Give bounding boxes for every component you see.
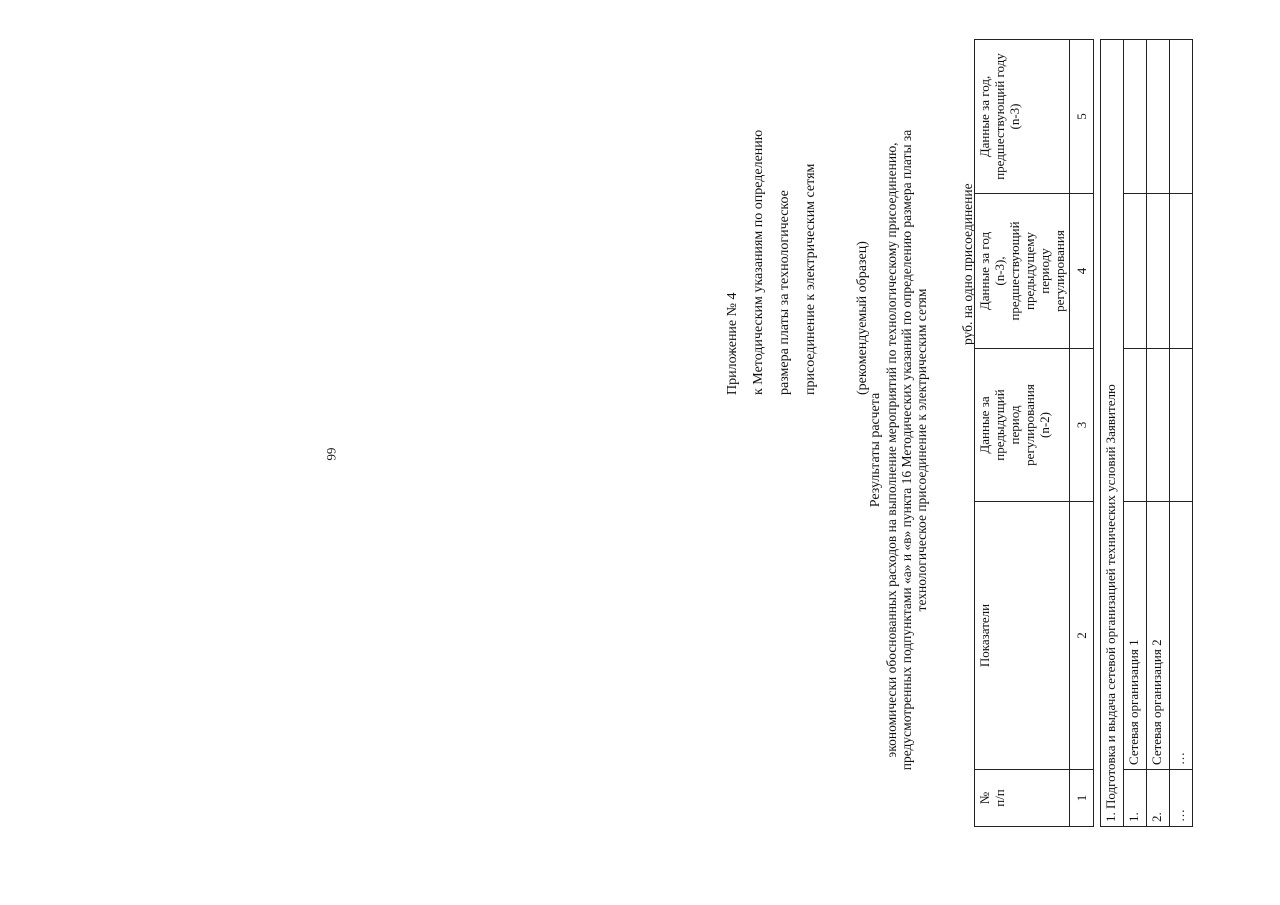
column-header: Данные за год (n-3), предшествующий предыдущему периоду регулирования (975, 194, 1070, 349)
heading-line: предусмотренных подпунктами «а» и «в» пункта 16 Методических указаний по определению размера платы за (899, 129, 914, 771)
table-row (1147, 40, 1170, 827)
column-number: 3 (1070, 349, 1094, 502)
row-number: 2. (1147, 770, 1170, 827)
appendix-block (720, 130, 876, 395)
column-header: Показатели (975, 502, 1070, 770)
column-header: № п/п (975, 770, 1070, 827)
table-header-row (975, 40, 1070, 827)
data-cell (1124, 40, 1147, 194)
data-cell (1170, 40, 1193, 194)
table-row (1124, 40, 1147, 827)
row-name: Сетевая организация 2 (1147, 502, 1170, 770)
column-number: 4 (1070, 194, 1094, 349)
data-cell (1170, 194, 1193, 349)
column-number: 2 (1070, 502, 1094, 770)
column-header: Данные за год, предшествующий году (n-3) (975, 40, 1070, 194)
column-number: 1 (1070, 770, 1094, 827)
rotated-page-content (640, 0, 1280, 905)
heading-line: технологическое присоединение к электрическим сетям (914, 288, 929, 612)
column-number-row (1070, 40, 1094, 827)
appendix-note: (рекомендуемый образец) (855, 241, 870, 395)
row-number: 1. (1124, 770, 1147, 827)
section-title: 1. Подготовка и выдача сетевой организацией технических условий Заявителю (1101, 40, 1124, 827)
data-cell (1124, 194, 1147, 349)
column-header: Данные за предыдущий период регулирования (n-2) (975, 349, 1070, 502)
data-cell (1147, 194, 1170, 349)
appendix-line: присоединение к электрическим сетям (803, 163, 818, 395)
row-name: … (1170, 502, 1193, 770)
page-number: 66 (324, 447, 339, 461)
unit-note: руб. на одно присоединение (960, 183, 975, 345)
table-row (1170, 40, 1193, 827)
results-table (974, 39, 1193, 827)
document-heading (868, 70, 929, 830)
row-number: … (1170, 770, 1193, 827)
data-cell (1170, 349, 1193, 502)
column-number: 5 (1070, 40, 1094, 194)
row-name: Сетевая организация 1 (1124, 502, 1147, 770)
heading-line: экономически обоснованных расходов на выполнение мероприятий по технологическому присоединению, (884, 142, 899, 758)
data-cell (1147, 40, 1170, 194)
appendix-title: Приложение № 4 (725, 292, 740, 395)
data-cell (1124, 349, 1147, 502)
section-row (1101, 40, 1124, 827)
appendix-line: к Методическим указаниям по определению (751, 129, 766, 395)
data-cell (1147, 349, 1170, 502)
heading-title: Результаты расчета (868, 392, 883, 508)
appendix-line: размера платы за технологическое (777, 190, 792, 395)
